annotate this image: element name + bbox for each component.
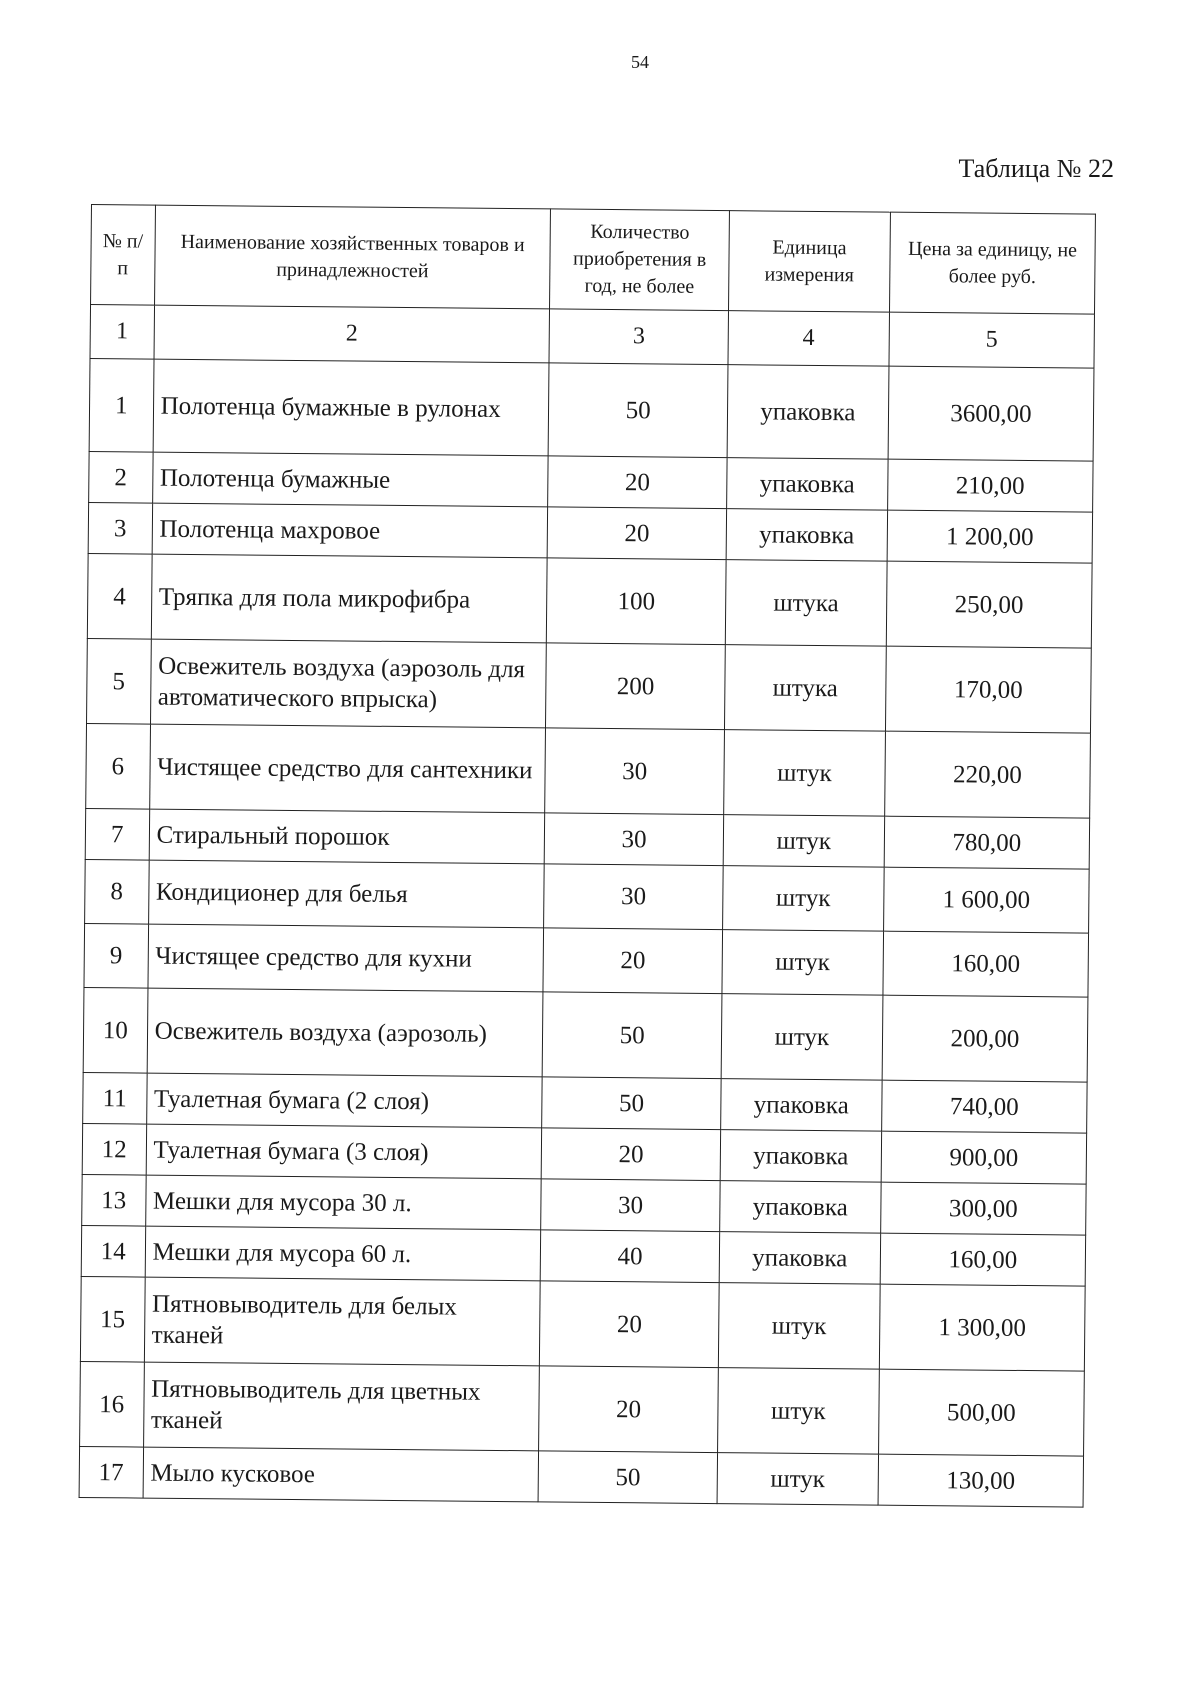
item-price: 130,00	[878, 1454, 1084, 1507]
table-row	[89, 358, 1094, 461]
row-number: 16	[80, 1361, 144, 1447]
table-row	[85, 859, 1090, 933]
table-row	[80, 1276, 1085, 1371]
item-name: Пятновыводитель для цветных тканей	[143, 1362, 540, 1451]
item-price: 740,00	[881, 1080, 1087, 1133]
column-number: 4	[728, 311, 890, 367]
item-price: 300,00	[881, 1182, 1087, 1235]
item-quantity: 50	[538, 1451, 717, 1504]
column-number: 5	[889, 312, 1095, 368]
item-unit: штук	[722, 930, 884, 996]
item-quantity: 20	[543, 928, 722, 994]
item-unit: штука	[725, 560, 887, 647]
item-unit: упаковка	[720, 1181, 881, 1234]
header-unit: Единица измерения	[728, 211, 890, 313]
item-price: 220,00	[885, 731, 1091, 818]
row-number: 11	[83, 1072, 147, 1124]
item-quantity: 50	[543, 992, 722, 1079]
table-row	[84, 923, 1089, 997]
item-name: Чистящее средство для кухни	[148, 924, 544, 992]
item-unit: упаковка	[727, 365, 889, 460]
item-quantity: 200	[546, 643, 725, 730]
row-number: 2	[89, 451, 153, 503]
table-row	[87, 638, 1092, 733]
table-row	[87, 553, 1092, 648]
item-price: 160,00	[880, 1233, 1086, 1286]
item-name: Мешки для мусора 60 л.	[145, 1226, 541, 1281]
item-name: Пятновыводитель для белых тканей	[144, 1277, 541, 1366]
row-number: 3	[88, 502, 152, 554]
item-name: Полотенца бумажные	[152, 452, 548, 507]
item-quantity: 50	[542, 1077, 721, 1130]
item-quantity: 40	[541, 1230, 720, 1283]
header-name: Наименование хозяйственных товаров и принадлежностей	[154, 205, 551, 309]
row-number: 10	[83, 987, 147, 1073]
item-unit: штук	[721, 994, 883, 1081]
item-quantity: 50	[549, 363, 728, 458]
item-quantity: 30	[544, 864, 723, 930]
table-header-row	[91, 205, 1096, 315]
item-name: Освежитель воздуха (аэрозоль)	[147, 988, 544, 1077]
header-quantity: Количество приобретения в год, не более	[550, 209, 729, 311]
item-price: 210,00	[887, 459, 1093, 512]
item-unit: штук	[718, 1283, 880, 1370]
column-number-row	[90, 305, 1094, 369]
header-number: № п/п	[91, 205, 156, 306]
item-quantity: 20	[540, 1281, 719, 1368]
item-unit: штук	[722, 866, 884, 932]
item-name: Туалетная бумага (2 слоя)	[146, 1073, 542, 1128]
item-quantity: 20	[548, 456, 727, 509]
item-unit: упаковка	[720, 1130, 881, 1183]
item-unit: штук	[723, 815, 884, 868]
item-quantity: 30	[541, 1179, 720, 1232]
item-quantity: 30	[545, 813, 724, 866]
page-number: 54	[631, 52, 649, 72]
item-price: 160,00	[883, 931, 1089, 997]
row-number: 8	[85, 859, 149, 924]
row-number: 4	[87, 553, 151, 639]
item-price: 500,00	[878, 1369, 1084, 1456]
row-number: 12	[82, 1123, 146, 1175]
item-name: Освежитель воздуха (аэрозоль для автоматического впрыска)	[150, 639, 547, 728]
item-quantity: 30	[545, 728, 724, 815]
item-price: 1 300,00	[879, 1284, 1085, 1371]
row-number: 15	[80, 1276, 144, 1362]
row-number: 5	[87, 638, 151, 724]
item-price: 200,00	[882, 995, 1088, 1082]
item-name: Чистящее средство для сантехники	[149, 724, 546, 813]
item-name: Мешки для мусора 30 л.	[145, 1175, 541, 1230]
item-price: 900,00	[881, 1131, 1087, 1184]
row-number: 9	[84, 923, 148, 988]
item-price: 3600,00	[888, 366, 1094, 461]
table-row	[83, 987, 1088, 1082]
item-unit: упаковка	[721, 1079, 882, 1132]
item-name: Стиральный порошок	[149, 809, 545, 864]
item-name: Туалетная бумага (3 слоя)	[146, 1124, 542, 1179]
table-caption: Таблица № 22	[958, 154, 1114, 183]
item-unit: упаковка	[719, 1232, 880, 1285]
item-quantity: 20	[548, 507, 727, 560]
header-price: Цена за единицу, не более руб.	[889, 212, 1095, 314]
item-unit: штук	[717, 1368, 879, 1455]
item-price: 170,00	[885, 646, 1091, 733]
row-number: 13	[82, 1174, 146, 1226]
item-quantity: 20	[542, 1128, 721, 1181]
item-unit: штук	[724, 730, 886, 817]
table-row	[80, 1361, 1085, 1456]
item-unit: упаковка	[726, 458, 887, 511]
item-price: 1 200,00	[887, 510, 1093, 563]
column-number: 3	[549, 309, 728, 365]
row-number: 1	[89, 358, 153, 452]
item-price: 1 600,00	[883, 867, 1089, 933]
item-quantity: 20	[539, 1366, 718, 1453]
item-quantity: 100	[547, 558, 726, 645]
item-price: 250,00	[886, 561, 1092, 648]
row-number: 7	[85, 808, 149, 860]
column-number: 2	[154, 305, 550, 363]
item-name: Кондиционер для белья	[148, 860, 544, 928]
item-price: 780,00	[884, 816, 1090, 869]
row-number: 14	[81, 1225, 145, 1277]
item-name: Полотенца махровое	[152, 503, 548, 558]
column-number: 1	[90, 305, 154, 360]
item-unit: штук	[717, 1453, 878, 1506]
item-name: Мыло кусковое	[143, 1447, 539, 1502]
table-body	[79, 358, 1094, 1507]
item-unit: упаковка	[726, 509, 887, 562]
table-row	[86, 723, 1091, 818]
row-number: 17	[79, 1446, 143, 1498]
item-unit: штука	[724, 645, 886, 732]
item-name: Тряпка для пола микрофибра	[151, 554, 548, 643]
row-number: 6	[86, 723, 150, 809]
table-row	[79, 1446, 1083, 1507]
item-name: Полотенца бумажные в рулонах	[153, 359, 550, 456]
goods-table	[79, 204, 1096, 1508]
